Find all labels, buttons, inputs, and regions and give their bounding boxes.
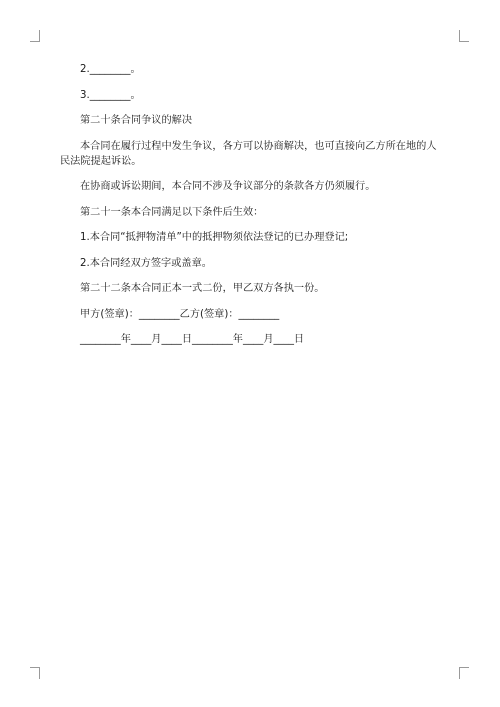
crop-mark-bottom-right	[459, 667, 469, 679]
article-21-condition-1: 1.本合同“抵押物清单”中的抵押物须依法登记的已办理登记;	[80, 232, 349, 243]
crop-mark-top-left	[30, 30, 40, 42]
article-20-title: 第二十条合同争议的解决	[80, 115, 193, 126]
crop-mark-top-right	[459, 30, 469, 42]
document-body	[60, 62, 445, 347]
signature-line: 甲方(签章)：________乙方(签章)：________	[80, 308, 280, 320]
crop-mark-bottom-left	[30, 667, 40, 679]
article-22: 第二十二条本合同正本一式二份，甲乙双方各执一份。	[80, 283, 325, 294]
article-21-title: 第二十一条本合同满足以下条件后生效：	[80, 206, 264, 218]
list-item-3: 3.________。	[80, 89, 141, 101]
article-21-condition-2: 2.本合同经双方签字或盖章。	[80, 257, 212, 269]
article-20-note: 在协商或诉讼期间，本合同不涉及争议部分的条款各方仍须履行。	[80, 181, 376, 192]
list-item-2: 2.________。	[80, 64, 141, 75]
article-20-body: 本合同在履行过程中发生争议，各方可以协商解决，也可直接向乙方所在地的人民法院提起诉讼。	[60, 140, 437, 167]
date-line: ________年____月____日________年____月____日	[80, 334, 305, 345]
